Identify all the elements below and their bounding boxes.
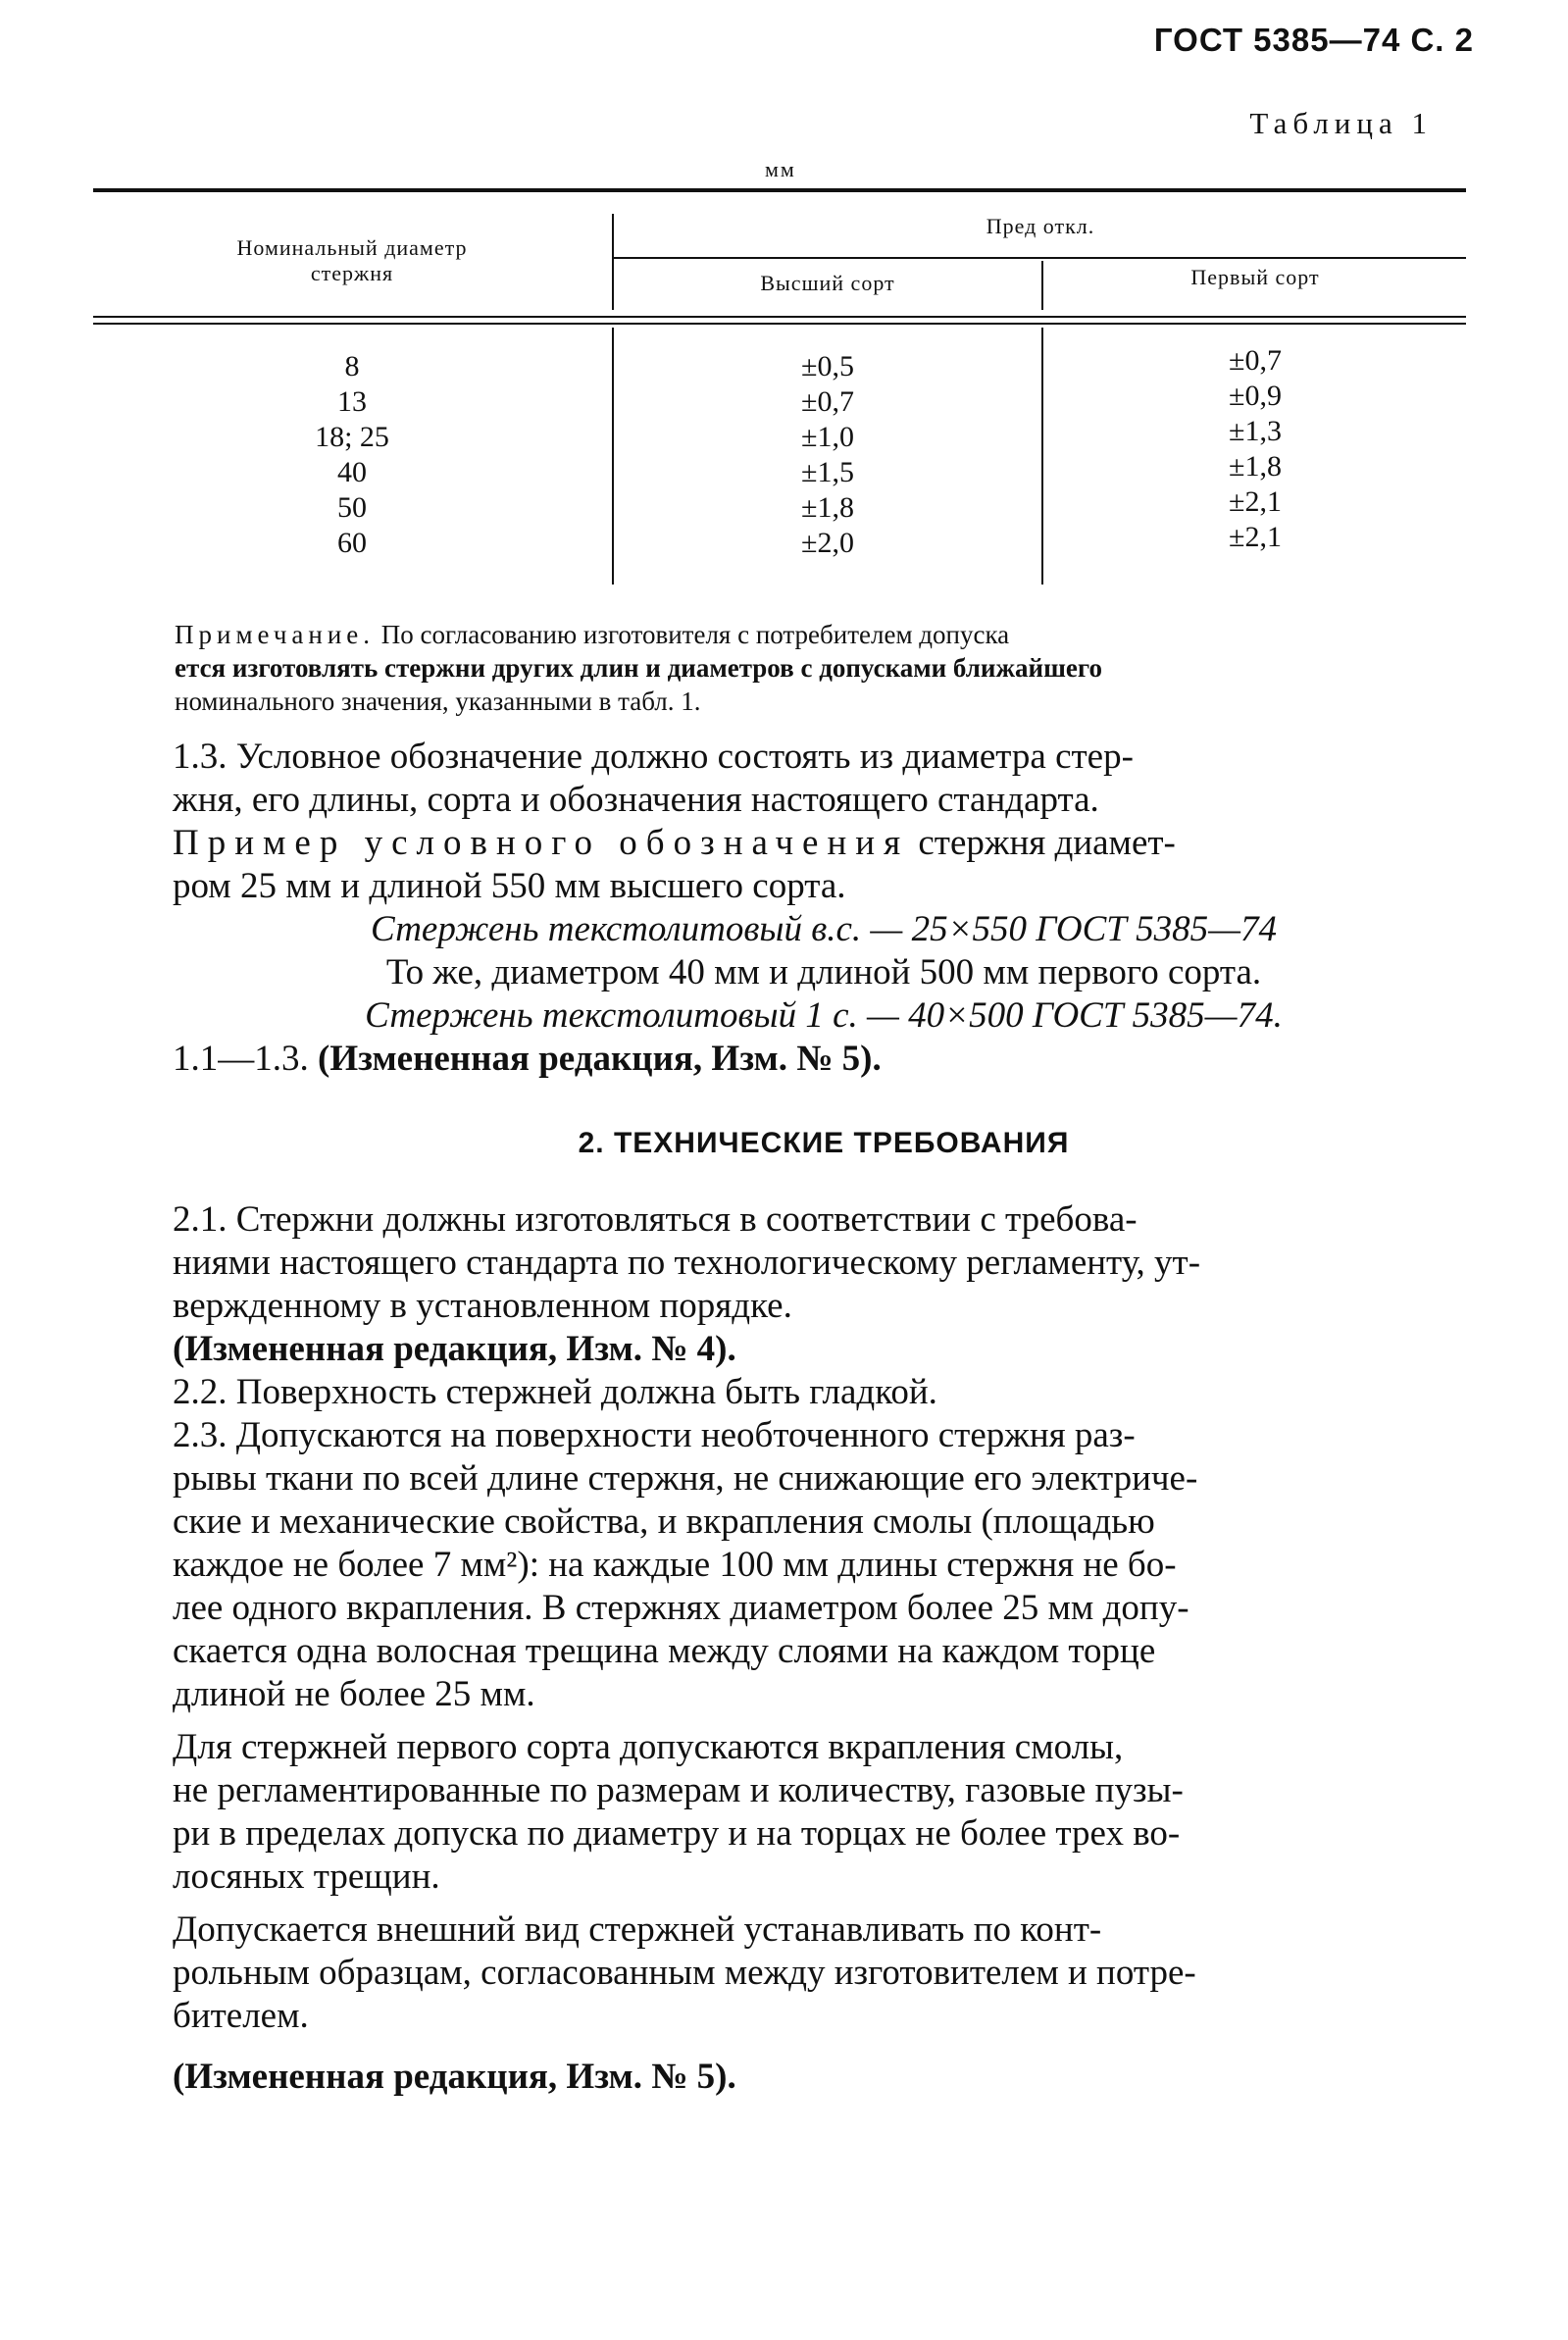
table-cell: ±0,5 xyxy=(801,350,854,382)
col-header-diameter-line2: стержня xyxy=(310,261,394,286)
column-diameter xyxy=(93,349,611,561)
table-top-rule xyxy=(93,188,1466,192)
example-rest: стержня диамет- xyxy=(909,823,1176,863)
page-header-ref: ГОСТ 5385—74 С. 2 xyxy=(1153,22,1474,58)
para-appearance-line: бителем. xyxy=(173,1996,309,2036)
table-cell: 40 xyxy=(337,456,367,488)
example-designation-2: Стержень текстолитовый 1 с. — 40×500 ГОСТ 5385—74. xyxy=(365,995,1283,1036)
table-unit: мм xyxy=(765,157,796,181)
para-2-3-line: рывы ткани по всей длине стержня, не снижающие его электриче- xyxy=(173,1458,1198,1499)
main-text xyxy=(173,736,1475,2099)
col-header-top-grade: Высший сорт xyxy=(760,271,895,295)
same-line: То же, диаметром 40 мм и длиной 500 мм первого сорта. xyxy=(385,952,1262,992)
table-cell: ±0,9 xyxy=(1229,380,1282,412)
para-2-2: 2.2. Поверхность стержней должна быть гладкой. xyxy=(173,1372,937,1412)
table-cell: ±1,8 xyxy=(1229,450,1282,483)
table-cell: ±1,5 xyxy=(801,456,854,488)
note-line-3: номинального значения, указанными в табл. 1. xyxy=(175,687,701,716)
table-cell: 50 xyxy=(337,491,367,524)
column-first-grade xyxy=(1043,343,1467,555)
col-header-diameter-line1: Номинальный диаметр xyxy=(236,235,468,260)
table-cell: ±2,0 xyxy=(801,527,854,559)
para-2-3-line: лее одного вкрапления. В стержнях диаметром более 25 мм допу- xyxy=(173,1588,1189,1628)
table-cell: ±1,3 xyxy=(1229,415,1282,447)
section-2-title: 2. ТЕХНИЧЕСКИЕ ТРЕБОВАНИЯ xyxy=(578,1127,1070,1159)
note-line-1 xyxy=(175,618,1473,651)
example-designation-1: Стержень текстолитовый в.с. — 25×550 ГОСТ 5385—74 xyxy=(371,909,1277,949)
note-text-1: По согласованию изготовителя с потребителем допуска xyxy=(375,620,1010,649)
table-cell: ±0,7 xyxy=(801,385,854,418)
para-first-grade-line: Для стержней первого сорта допускаются вкрапления смолы, xyxy=(173,1727,1124,1767)
para-2-3-line: ские и механические свойства, и вкрапления смолы (площадью xyxy=(173,1501,1155,1542)
revision-prefix: 1.1—1.3. xyxy=(173,1039,318,1079)
table-label: Таблица 1 xyxy=(1249,106,1433,140)
para-first-grade-line: не регламентированные по размерам и количеству, газовые пузы- xyxy=(173,1770,1184,1810)
table-cell: 60 xyxy=(337,527,367,559)
para-2-3-line: каждое не более 7 мм²): на каждые 100 мм длины стержня не бо- xyxy=(173,1545,1177,1585)
para-1-3-line: жня, его длины, сорта и обозначения настоящего стандарта. xyxy=(173,780,1099,820)
revision-note-2: (Измененная редакция, Изм. № 4). xyxy=(173,1329,736,1369)
table-cell: ±1,8 xyxy=(801,491,854,524)
para-1-3-line: 1.3. Условное обозначение должно состоять из диаметра стер- xyxy=(173,737,1134,777)
para-2-3-line: длиной не более 25 мм. xyxy=(173,1674,535,1714)
revision-line-1 xyxy=(173,1038,1475,1081)
col-header-first-grade: Первый сорт xyxy=(1190,265,1320,289)
table-cell: ±2,1 xyxy=(1229,485,1282,518)
para-appearance-line: Допускается внешний вид стержней устанавливать по конт- xyxy=(173,1909,1102,1950)
para-first-grade-line: лосяных трещин. xyxy=(173,1857,440,1897)
column-top-grade xyxy=(614,349,1041,561)
note-label: Примечание. xyxy=(175,620,376,649)
para-2-1-line: 2.1. Стержни должны изготовляться в соответствии с требова- xyxy=(173,1199,1138,1240)
table-cell: ±1,0 xyxy=(801,421,854,453)
table-cell: ±2,1 xyxy=(1229,521,1282,553)
col-header-diameter xyxy=(93,235,611,287)
example-cont: ром 25 мм и длиной 550 мм высшего сорта. xyxy=(173,866,846,906)
table-cell: 18; 25 xyxy=(315,421,389,453)
group-header-rule xyxy=(613,257,1466,259)
para-2-3-line: 2.3. Допускаются на поверхности необточенного стержня раз- xyxy=(173,1415,1136,1455)
revision-note-3: (Измененная редакция, Изм. № 5). xyxy=(173,2057,736,2097)
revision-note-1: (Измененная редакция, Изм. № 5). xyxy=(318,1039,882,1079)
header-bottom-rule-2 xyxy=(93,323,1466,325)
header-bottom-rule-1 xyxy=(93,316,1466,318)
para-2-1-line: вержденному в установленном порядке. xyxy=(173,1286,792,1326)
table-cell: 8 xyxy=(344,350,360,382)
group-header: Пред откл. xyxy=(986,214,1095,238)
para-2-1-line: ниями настоящего стандарта по технологическому регламенту, ут- xyxy=(173,1243,1201,1283)
table-cell: ±0,7 xyxy=(1229,344,1282,377)
example-line xyxy=(173,822,1475,865)
para-first-grade-line: ри в пределах допуска по диаметру и на торцах не более трех во- xyxy=(173,1813,1181,1854)
table-note xyxy=(175,618,1473,718)
table-cell: 13 xyxy=(337,385,367,418)
note-line-2: ется изготовлять стержни других длин и диаметров с допусками ближайшего xyxy=(175,653,1102,683)
para-appearance-line: рольным образцам, согласованным между изготовителем и потре- xyxy=(173,1953,1196,1993)
para-2-3-line: скается одна волосная трещина между слоями на каждом торце xyxy=(173,1631,1156,1671)
example-label: Пример условного обозначения xyxy=(173,823,910,863)
